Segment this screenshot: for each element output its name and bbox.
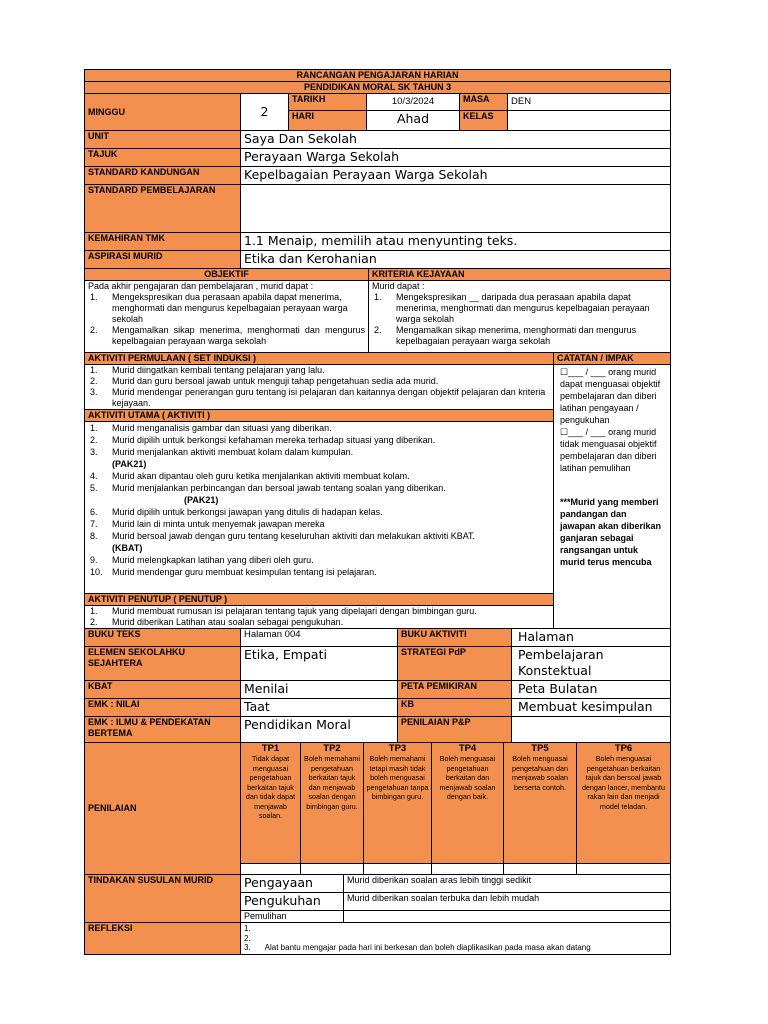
tp-score-5[interactable] bbox=[504, 864, 577, 875]
tp-heading: TP1 bbox=[261, 743, 280, 754]
tp-cell-2 bbox=[301, 743, 364, 864]
refleksi-box[interactable] bbox=[241, 923, 671, 955]
tajuk-value[interactable]: Perayaan Warga Sekolah bbox=[241, 149, 671, 167]
list-item: 2. Mengamalkan sikap menerima, menghormati dan mengurus kepelbagaian perayaan warga sekolah bbox=[374, 325, 637, 346]
permulaan-box bbox=[85, 365, 554, 410]
strategi-label: STRATEGI PdP bbox=[398, 647, 512, 681]
pengayaan-label: Pengayaan bbox=[241, 875, 344, 893]
list-item: 7. Murid lain di minta untuk menyemak jawapan mereka bbox=[90, 519, 325, 529]
catatan-text-3: ***Murid yang memberi pandangan dan jawapan akan diberikan ganjaran sebagai rangsangan untuk murid terus mencuba bbox=[560, 497, 662, 567]
tarikh-label: TARIKH bbox=[289, 94, 367, 111]
tp-description: Tidak dapat menguasai pengetahuan berkaitan tajuk dan tidak dapat menjawab soalan. bbox=[245, 754, 296, 820]
buku-aktiviti-label: BUKU AKTIVITI bbox=[398, 629, 512, 647]
penilaian-pp-value[interactable] bbox=[512, 717, 671, 743]
aspirasi-label: ASPIRASI MURID bbox=[85, 251, 241, 269]
penutup-list bbox=[88, 606, 550, 628]
utama-label: AKTIVITI UTAMA ( AKTIVITI ) bbox=[85, 410, 554, 422]
emk-ilmu-label: EMK : ILMU & PENDEKATAN BERTEMA bbox=[85, 717, 241, 743]
list-item: 2. Murid dipilih untuk berkongsi kefahaman mereka terhadap situasi yang diberikan. bbox=[90, 435, 436, 445]
kbat-value[interactable]: Menilai bbox=[241, 681, 398, 699]
pak21-tag: (PAK21) bbox=[184, 495, 219, 505]
tp-description: Boleh memahami tetapi masih tidak boleh menguasai pengetahuan tanpa bimbingan guru. bbox=[366, 754, 429, 801]
minggu-value[interactable]: 2 bbox=[241, 94, 289, 131]
resources-table bbox=[84, 628, 671, 743]
list-item: 6. Murid dipilih untuk berkongsi jawapan yang ditulis di hadapan kelas. bbox=[90, 507, 383, 517]
peta-value[interactable]: Peta Bulatan bbox=[512, 681, 671, 699]
buku-aktiviti-value[interactable]: Halaman bbox=[512, 629, 671, 647]
list-item: 10. Murid mendengar guru membuat kesimpulan tentang isi pelajaran. bbox=[90, 567, 377, 577]
list-item: 1. Murid membuat rumusan isi pelajaran tentang tajuk yang dipelajari dengan bimbingan guru. bbox=[90, 606, 477, 616]
elemen-label: ELEMEN SEKOLAHKU SEJAHTERA bbox=[85, 647, 241, 681]
masa-label: MASA bbox=[460, 94, 508, 111]
catatan-text-2[interactable]: ☐___ / ___ orang murid tidak menguasai objektif pembelajaran dan diberi latihan pemulihan bbox=[560, 427, 657, 473]
buku-teks-label: BUKU TEKS bbox=[85, 629, 241, 647]
refleksi-line-1: 1. bbox=[244, 924, 251, 933]
kelas-label: KELAS bbox=[460, 111, 508, 131]
objektif-label: OBJEKTIF bbox=[85, 269, 369, 281]
list-item: 3. Murid mendengar penerangan guru tentang isi pelajaran dan kaitannya dengan objektif pelajaran dan kriteria kejayaan. bbox=[90, 387, 546, 408]
refleksi-table bbox=[84, 922, 671, 955]
hari-value[interactable]: Ahad bbox=[367, 111, 460, 131]
permulaan-list bbox=[88, 365, 550, 409]
penutup-label: AKTIVITI PENUTUP ( PENUTUP ) bbox=[85, 594, 554, 606]
tp-description: Boleh menguasai pengetahuan berkaitan tajuk dan bersoal jawab dengan lancer, membantu rakan lain dan menjadi model teladan. bbox=[581, 754, 666, 811]
list-item: 4. Murid akan dipantau oleh guru ketika menjalankan aktiviti membuat kolam. bbox=[90, 471, 410, 481]
tp-cell-1 bbox=[241, 743, 301, 864]
catatan-label: CATATAN / IMPAK bbox=[554, 353, 671, 365]
details-table bbox=[84, 130, 671, 269]
list-item: 5. Murid menjalankan perbincangan dan bersoal jawab tentang soalan yang diberikan. (PAK21) bbox=[90, 483, 446, 505]
kriteria-box bbox=[369, 281, 671, 353]
emk-nilai-value[interactable]: Taat bbox=[241, 699, 398, 717]
emk-nilai-label: EMK : NILAI bbox=[85, 699, 241, 717]
minggu-label: MINGGU bbox=[85, 94, 241, 131]
utama-list bbox=[88, 422, 550, 578]
list-item: 1. Murid menganalisis gambar dan situasi yang diberikan. bbox=[90, 423, 332, 433]
sp-value[interactable] bbox=[241, 185, 671, 233]
sk-value[interactable]: Kepelbagaian Perayaan Warga Sekolah bbox=[241, 167, 671, 185]
kriteria-label: KRITERIA KEJAYAAN bbox=[369, 269, 671, 281]
page-subtitle: PENDIDIKAN MORAL SK TAHUN 3 bbox=[85, 82, 671, 94]
list-item: 9. Murid melengkapkan latihan yang diberi oleh guru. bbox=[90, 555, 314, 565]
refleksi-label: REFLEKSI bbox=[85, 923, 241, 955]
refleksi-line-3: 3. Alat bantu mengajar pada hari ini berkesan dan boleh diaplikasikan pada masa akan datang bbox=[244, 943, 591, 952]
catatan-text-1[interactable]: ☐___ / ___ orang murid dapat menguasai objektif pembelajaran dan diberi latihan pengayaan / pengukuhan bbox=[560, 367, 661, 425]
elemen-value[interactable]: Etika, Empati bbox=[241, 647, 398, 681]
pengukuhan-label: Pengukuhan bbox=[241, 893, 344, 911]
tp-score-3[interactable] bbox=[364, 864, 432, 875]
header-table bbox=[84, 69, 671, 131]
tmk-value[interactable]: 1.1 Menaip, memilih atau menyunting teks. bbox=[241, 233, 671, 251]
strategi-value[interactable]: Pembelajaran Konstektual bbox=[512, 647, 671, 681]
tajuk-label: TAJUK bbox=[85, 149, 241, 167]
pengukuhan-desc[interactable]: Murid diberikan soalan terbuka dan lebih mudah bbox=[344, 893, 671, 911]
buku-teks-value[interactable]: Halaman 004 bbox=[241, 629, 398, 647]
list-item: 8. Murid bersoal jawab dengan guru tentang keseluruhan aktiviti dan melakukan aktiviti KBAT. (KBAT) bbox=[90, 531, 476, 553]
penutup-box bbox=[85, 606, 554, 629]
objektif-list bbox=[88, 292, 365, 347]
list-item: 1. Murid diingatkan kembali tentang pelajaran yang lalu. bbox=[90, 365, 325, 375]
peta-label: PETA PEMIKIRAN bbox=[398, 681, 512, 699]
list-item: 3. Murid menjalankan aktiviti membuat kolam dalam kumpulan. (PAK21) bbox=[90, 447, 354, 469]
kriteria-list bbox=[372, 292, 667, 347]
tmk-label: KEMAHIRAN TMK bbox=[85, 233, 241, 251]
penilaian-label: PENILAIAN bbox=[85, 743, 241, 875]
kriteria-intro: Murid dapat : bbox=[372, 281, 425, 291]
sp-label: STANDARD PEMBELAJARAN bbox=[85, 185, 241, 233]
pemulihan-desc[interactable] bbox=[344, 911, 671, 923]
tp-description: Boleh menguasai pengetahuan dan menjawab soalan berserta contoh. bbox=[512, 754, 568, 792]
tp-heading: TP2 bbox=[323, 743, 341, 754]
kelas-value[interactable] bbox=[508, 111, 671, 131]
lesson-plan-page bbox=[84, 69, 670, 955]
tp-cell-3 bbox=[364, 743, 432, 864]
tp-cell-5 bbox=[504, 743, 577, 864]
pengayaan-desc[interactable]: Murid diberikan soalan aras lebih tinggi sedikit bbox=[344, 875, 671, 893]
tarikh-value[interactable]: 10/3/2024 bbox=[367, 94, 460, 111]
tp-score-1[interactable] bbox=[241, 864, 301, 875]
tp-heading: TP4 bbox=[458, 743, 477, 754]
kbat-label: KBAT bbox=[85, 681, 241, 699]
tp-cell-4 bbox=[432, 743, 504, 864]
aspirasi-value[interactable]: Etika dan Kerohanian bbox=[241, 251, 671, 269]
tp-heading: TP5 bbox=[531, 743, 549, 754]
tp-heading: TP6 bbox=[614, 743, 633, 754]
list-item: 1. Mengekspresikan __ daripada dua perasaan apabila dapat menerima, menghormati dan mengurus kepelbagaian perayaan warga sekolah bbox=[374, 292, 650, 324]
penilaian-table bbox=[84, 742, 671, 875]
tp-score-4[interactable] bbox=[432, 864, 504, 875]
refleksi-line-2: 2. bbox=[244, 933, 251, 943]
list-item: 2. Mengamalkan sikap menerima, menghormati dan mengurus kepelbagaian perayaan warga sekolah bbox=[90, 325, 365, 346]
kb-label: KB bbox=[398, 699, 512, 717]
activities-table bbox=[84, 352, 671, 629]
tp-cell-6 bbox=[577, 743, 671, 864]
unit-value[interactable]: Saya Dan Sekolah bbox=[241, 131, 671, 149]
tp-heading: TP3 bbox=[388, 743, 407, 754]
kb-value[interactable]: Membuat kesimpulan bbox=[512, 699, 671, 717]
utama-box bbox=[85, 422, 554, 594]
catatan-box bbox=[554, 365, 671, 629]
hari-label: HARI bbox=[289, 111, 367, 131]
objektif-box bbox=[85, 281, 369, 353]
unit-label: UNIT bbox=[85, 131, 241, 149]
list-item: 2. Murid dan guru bersoal jawab untuk menguji tahap pengetahuan sedia ada murid. bbox=[90, 376, 439, 386]
tp-description: Boleh memahami pengetahuan berkaitan tajuk dan menjawab soalan dengan bimbingan guru. bbox=[304, 754, 360, 811]
objektif-intro: Pada akhir pengajaran dan pembelajaran , murid dapat : bbox=[88, 281, 314, 291]
sk-label: STANDARD KANDUNGAN bbox=[85, 167, 241, 185]
emk-ilmu-value[interactable]: Pendidikan Moral bbox=[241, 717, 398, 743]
masa-value[interactable]: DEN bbox=[508, 94, 671, 111]
list-item: 2. Murid diberikan Latihan atau soalan sebagai pengukuhan. bbox=[90, 617, 344, 627]
tp-score-6[interactable] bbox=[577, 864, 671, 875]
penilaian-pp-label: PENILAIAN P&P bbox=[398, 717, 512, 743]
kbat-tag: (KBAT) bbox=[112, 543, 143, 553]
permulaan-label: AKTIVITI PERMULAAN ( SET INDUKSI ) bbox=[85, 353, 554, 365]
list-item: 1. Mengekspresikan dua perasaan apabila dapat menerima, menghormati dan mengurus kepelbagaian perayaan warga sekolah bbox=[90, 292, 348, 324]
tindakan-label: TINDAKAN SUSULAN MURID bbox=[85, 875, 241, 923]
tp-description: Boleh menguasai pengetahuan berkaitan dan menjawab soalan dengan baik. bbox=[439, 754, 496, 801]
pemulihan-label: Pemulihan bbox=[241, 911, 344, 923]
pak21-tag: (PAK21) bbox=[112, 459, 147, 469]
tp-score-2[interactable] bbox=[301, 864, 364, 875]
tindakan-table bbox=[84, 874, 671, 923]
objective-table bbox=[84, 268, 671, 353]
page-title: RANCANGAN PENGAJARAN HARIAN bbox=[85, 70, 671, 82]
